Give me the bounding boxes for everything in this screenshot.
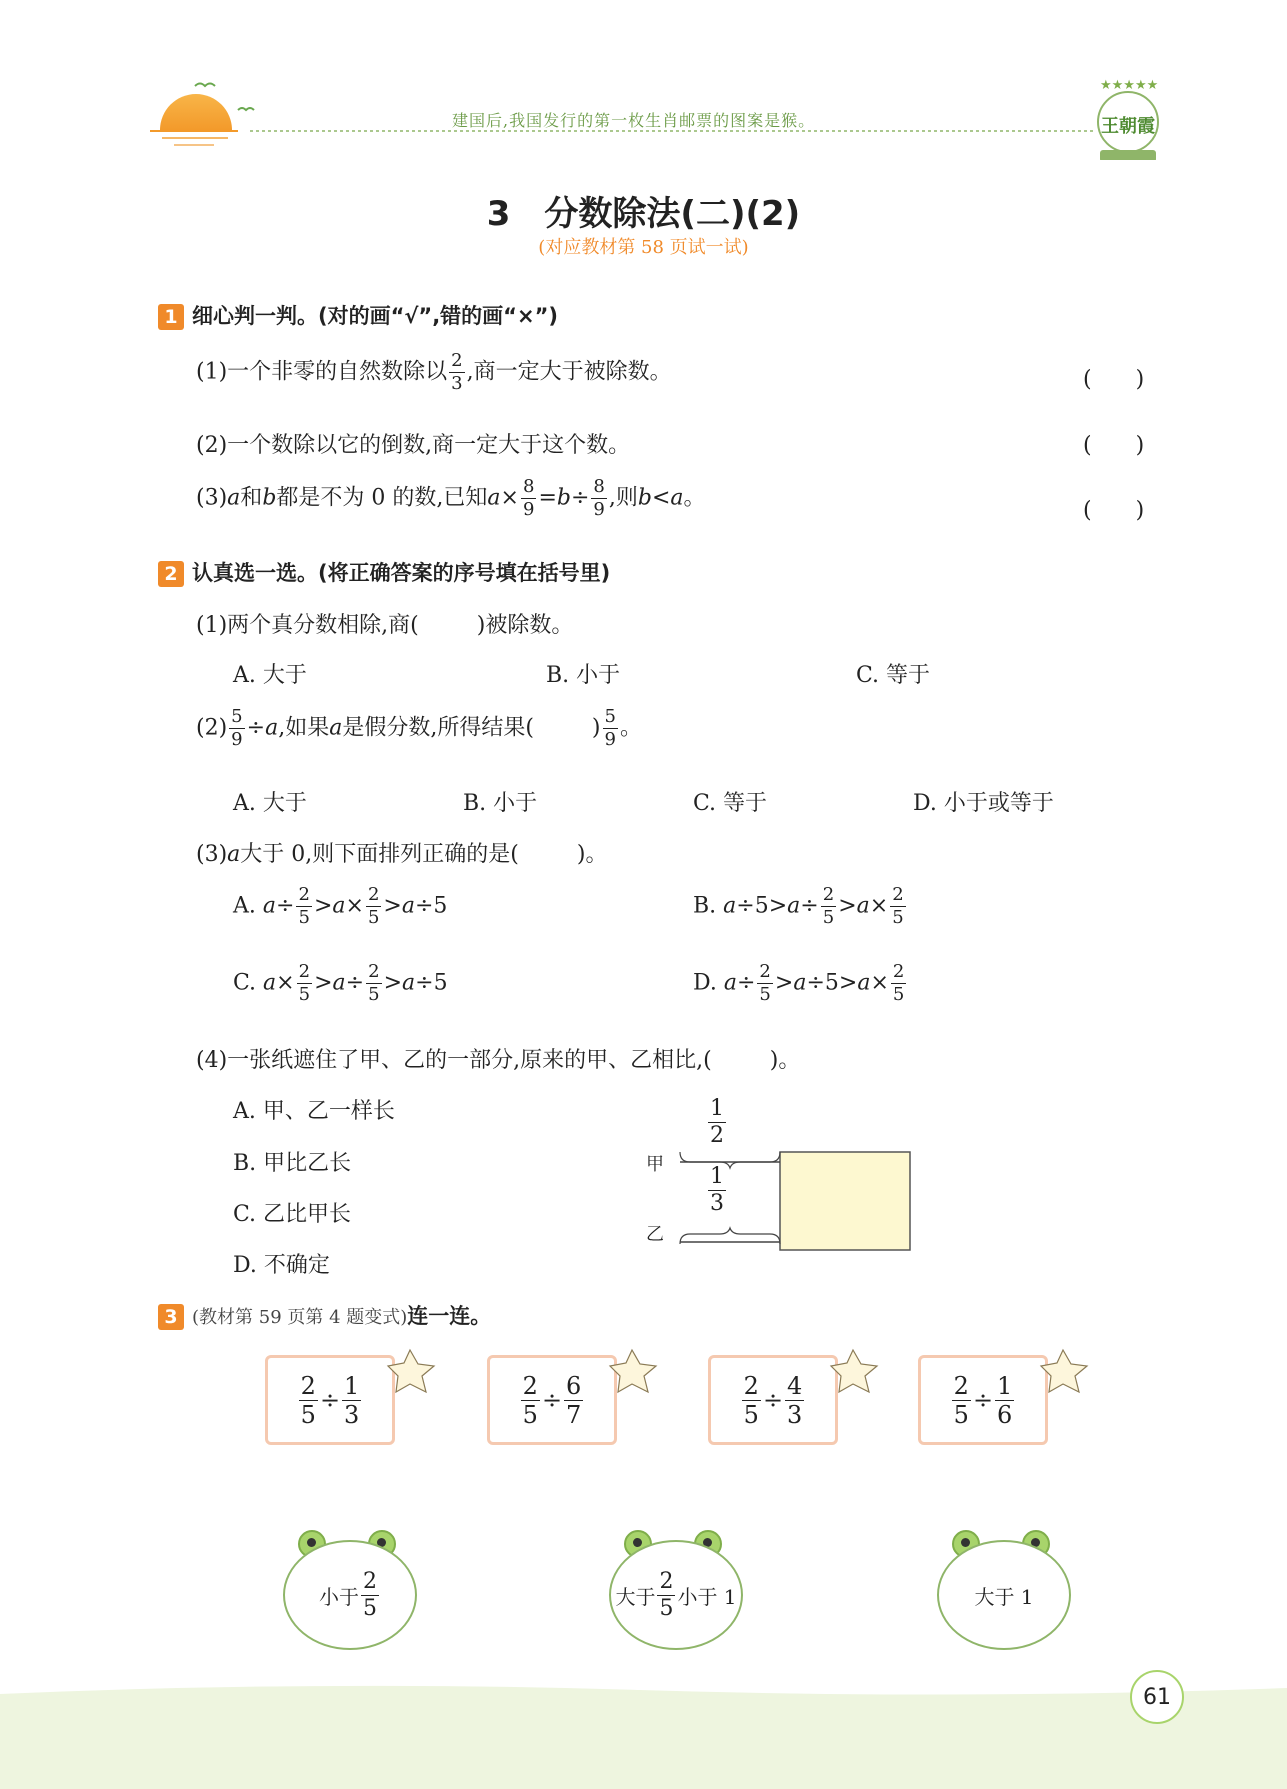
s2-q4: (4)一张纸遮住了甲、乙的一部分,原来的甲、乙相比,( )。 (196, 1048, 801, 1073)
page-number-badge (1130, 1670, 1184, 1724)
target-bubble-between[interactable]: 大于 $\frac{2}{5}$ 小于 1 (609, 1540, 743, 1650)
star-mascot-icon (831, 1350, 877, 1392)
section2-number: 2 (158, 561, 184, 587)
s1-q3-answer-box[interactable]: ( ) (1083, 498, 1145, 523)
target-bubble-less-than[interactable]: 小于 $\frac{2}{5}$ (283, 1540, 417, 1650)
paper-cover-diagram (640, 1092, 920, 1262)
header-fact: 建国后,我国发行的第一枚生肖邮票的图案是猴。 (452, 111, 816, 130)
s1-q1-answer-box[interactable]: ( ) (1083, 367, 1145, 392)
label-yi: 乙 (646, 1224, 664, 1245)
section2-heading: 2 认真选一选。(将正确答案的序号填在括号里) (158, 557, 610, 587)
s2-q3-option-c[interactable]: C. a× $\frac{2}{5}$ >a÷ $\frac{2}{5}$ >a÷5 (233, 961, 448, 1006)
page-number: 61 (1143, 1684, 1171, 1710)
star-mascot-icon (388, 1350, 434, 1392)
s2-q1-option-b[interactable]: B. 小于 (546, 663, 621, 688)
star-mascot-icon (610, 1350, 656, 1392)
footer-wave (0, 1680, 1287, 1789)
s2-q2-option-b[interactable]: B. 小于 (463, 791, 538, 816)
section3-heading (158, 1300, 491, 1330)
header-decoration (0, 0, 1287, 160)
s2-q1-option-c[interactable]: C. 等于 (856, 663, 931, 688)
s1-q2-answer-box[interactable]: ( ) (1083, 433, 1145, 458)
s2-q3: (3)a大于 0,则下面排列正确的是( )。 (196, 842, 608, 867)
s2-q3-option-d[interactable]: D. a÷ $\frac{2}{5}$ >a÷5>a× $\frac{2}{5}$ (693, 961, 905, 1006)
s2-q3-option-a[interactable]: A. a÷ $\frac{2}{5}$ >a× $\frac{2}{5}$ >a÷5 (233, 884, 448, 929)
covering-paper (780, 1152, 910, 1250)
section3-note: (教材第 59 页第 4 题变式) (192, 1307, 408, 1328)
expression-card-3[interactable]: $\frac{2}{5}$ ÷ $\frac{4}{3}$ (708, 1355, 838, 1445)
s2-q4-option-c[interactable]: C. 乙比甲长 (233, 1202, 352, 1227)
logo-text: 王朝霞 (1101, 116, 1155, 137)
section3-title: 连一连。 (407, 1304, 492, 1328)
s2-q2-option-c[interactable]: C. 等于 (693, 791, 768, 816)
expression-card-1[interactable]: $\frac{2}{5}$ ÷ $\frac{1}{3}$ (265, 1355, 395, 1445)
fraction-yi: $\frac{1}{3}$ (710, 1164, 724, 1216)
svg-text:★★★★★: ★★★★★ (1100, 78, 1159, 93)
section1-number: 1 (158, 304, 184, 330)
fraction-jia: $\frac{1}{2}$ (710, 1096, 724, 1148)
sun-icon (160, 94, 232, 130)
s2-q4-option-b[interactable]: B. 甲比乙长 (233, 1151, 352, 1176)
section3-number: 3 (158, 1304, 184, 1330)
card-mascots (0, 1340, 1287, 1420)
s1-q1: (1)一个非零的自然数除以 $\frac{2}{3}$ ,商一定大于被除数。 (196, 350, 672, 395)
section1-heading: 1 细心判一判。(对的画“√”,错的画“×”) (158, 300, 558, 330)
page-subtitle: (对应教材第 58 页试一试) (538, 237, 749, 258)
s2-q1: (1)两个真分数相除,商( )被除数。 (196, 613, 574, 638)
s2-q3-option-b[interactable]: B. a÷5>a÷ $\frac{2}{5}$ >a× $\frac{2}{5}$ (693, 884, 904, 929)
s2-q2-option-a[interactable]: A. 大于 (233, 791, 307, 816)
expression-card-2[interactable]: $\frac{2}{5}$ ÷ $\frac{6}{7}$ (487, 1355, 617, 1445)
expression-card-4[interactable]: $\frac{2}{5}$ ÷ $\frac{1}{6}$ (918, 1355, 1048, 1445)
s2-q1-option-a[interactable]: A. 大于 (233, 663, 307, 688)
s2-q4-option-d[interactable]: D. 不确定 (233, 1253, 330, 1278)
target-bubble-greater-than-1[interactable]: 大于 1 (937, 1540, 1071, 1650)
page-title: 3 分数除法(二)(2) (486, 194, 801, 234)
star-mascot-icon (1041, 1350, 1087, 1392)
s1-q3: (3)a和b都是不为 0 的数,已知a× $\frac{8}{9}$ =b÷ $\frac{8}{9}$ ,则b<a。 (196, 476, 706, 521)
s2-q2: (2) $\frac{5}{9}$ ÷a,如果a是假分数,所得结果( ) $\frac{5}{9}$ 。 (196, 706, 643, 751)
label-jia: 甲 (646, 1154, 664, 1175)
s1-q2: (2)一个数除以它的倒数,商一定大于这个数。 (196, 433, 631, 458)
s2-q2-option-d[interactable]: D. 小于或等于 (913, 791, 1054, 816)
s2-q4-option-a[interactable]: A. 甲、乙一样长 (233, 1099, 395, 1124)
bird-icon (195, 84, 215, 87)
